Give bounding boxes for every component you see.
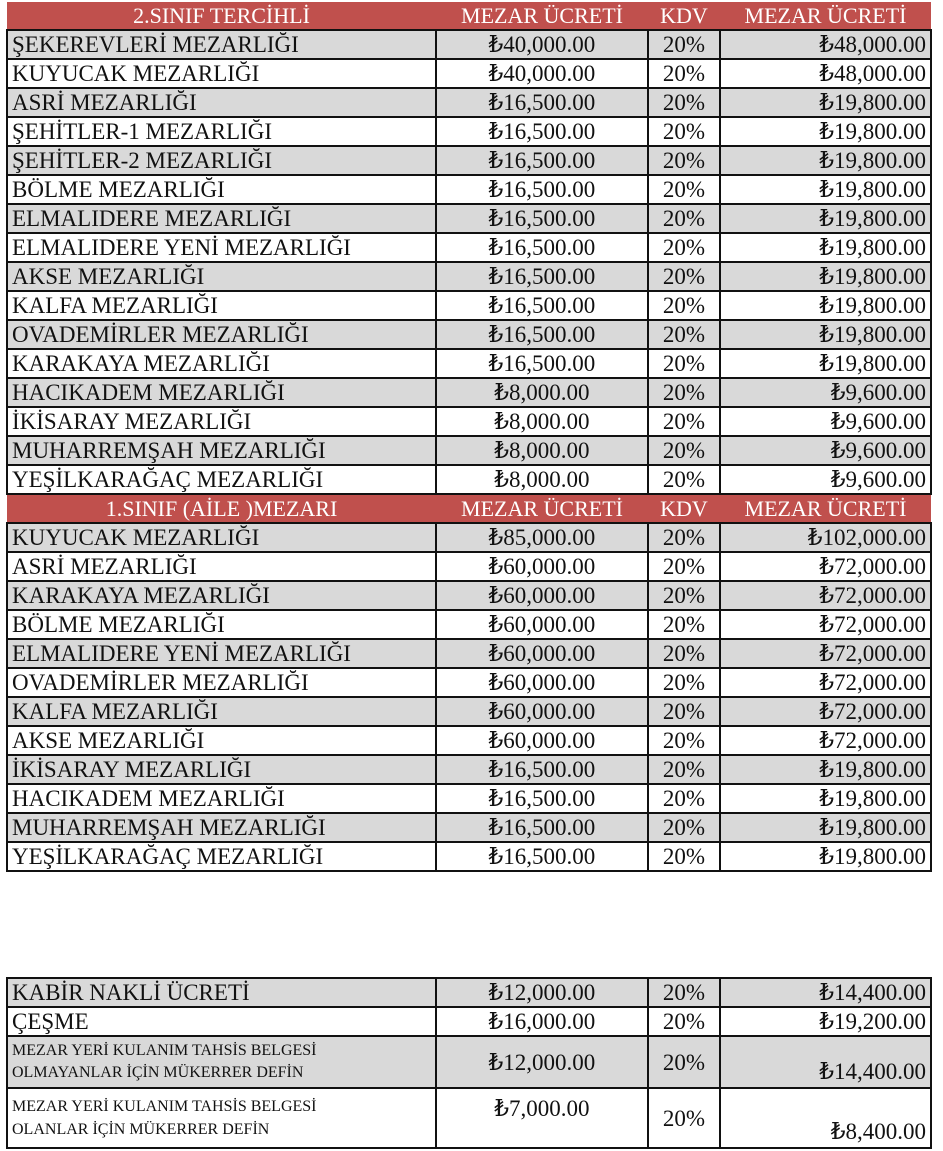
- row-total: ₺9,600.00: [720, 436, 931, 465]
- table-row: [7, 726, 931, 755]
- row-name: ÇEŞME: [7, 1007, 436, 1036]
- table-row: [7, 30, 931, 59]
- section-header-1-sinif: [7, 494, 931, 523]
- row-total: ₺19,800.00: [720, 233, 931, 262]
- row-name: ŞEKEREVLERİ MEZARLIĞI: [7, 30, 436, 59]
- table-row: [7, 1036, 931, 1088]
- row-kdv: 20%: [648, 668, 720, 697]
- row-name: KALFA MEZARLIĞI: [7, 697, 436, 726]
- table-row: [7, 639, 931, 668]
- row-name: KARAKAYA MEZARLIĞI: [7, 349, 436, 378]
- row-total: ₺14,400.00: [720, 978, 931, 1007]
- column-header-price: MEZAR ÜCRETİ: [436, 494, 648, 523]
- table-row: [7, 610, 931, 639]
- row-total: ₺72,000.00: [720, 581, 931, 610]
- row-total: ₺48,000.00: [720, 30, 931, 59]
- column-header-kdv: KDV: [648, 494, 720, 523]
- row-name-line2: OLANLAR İÇİN MÜKERRER DEFİN: [12, 1121, 270, 1138]
- row-total: ₺9,600.00: [720, 465, 931, 494]
- row-name: ELMALIDERE YENİ MEZARLIĞI: [7, 639, 436, 668]
- row-total: ₺102,000.00: [720, 523, 931, 552]
- table-row: [7, 349, 931, 378]
- table-row: [7, 813, 931, 842]
- price-table-extra: [6, 977, 932, 1149]
- row-total: ₺14,400.00: [720, 1036, 931, 1088]
- section-title: 2.SINIF TERCİHLİ: [7, 2, 436, 30]
- column-header-price: MEZAR ÜCRETİ: [436, 2, 648, 30]
- row-total: ₺19,800.00: [720, 320, 931, 349]
- row-total: ₺19,200.00: [720, 1007, 931, 1036]
- row-kdv: 20%: [648, 978, 720, 1007]
- column-header-total: MEZAR ÜCRETİ: [720, 2, 931, 30]
- row-name: ŞEHİTLER-1 MEZARLIĞI: [7, 117, 436, 146]
- row-name: KABİR NAKLİ ÜCRETİ: [7, 978, 436, 1007]
- row-kdv: 20%: [648, 639, 720, 668]
- table-row: [7, 291, 931, 320]
- row-price: ₺8,000.00: [436, 407, 648, 436]
- row-name: HACIKADEM MEZARLIĞI: [7, 378, 436, 407]
- row-kdv: 20%: [648, 407, 720, 436]
- row-price: ₺12,000.00: [436, 978, 648, 1007]
- row-total: ₺19,800.00: [720, 204, 931, 233]
- row-total: ₺72,000.00: [720, 552, 931, 581]
- row-total: ₺19,800.00: [720, 784, 931, 813]
- row-price: ₺40,000.00: [436, 30, 648, 59]
- row-name: ASRİ MEZARLIĞI: [7, 88, 436, 117]
- table-row: [7, 146, 931, 175]
- row-total: ₺19,800.00: [720, 88, 931, 117]
- row-total: ₺19,800.00: [720, 117, 931, 146]
- row-kdv: 20%: [648, 262, 720, 291]
- row-name: YEŞİLKARAĞAÇ MEZARLIĞI: [7, 842, 436, 871]
- table-row: [7, 523, 931, 552]
- row-kdv: 20%: [648, 784, 720, 813]
- row-kdv: 20%: [648, 726, 720, 755]
- row-price: ₺85,000.00: [436, 523, 648, 552]
- table-row: [7, 552, 931, 581]
- column-header-kdv: KDV: [648, 2, 720, 30]
- table-row: [7, 978, 931, 1007]
- row-name: İKİSARAY MEZARLIĞI: [7, 755, 436, 784]
- table-row: [7, 378, 931, 407]
- table-row: [7, 59, 931, 88]
- row-total: ₺19,800.00: [720, 175, 931, 204]
- row-price: ₺8,000.00: [436, 378, 648, 407]
- table-row: [7, 465, 931, 494]
- table-row: [7, 175, 931, 204]
- row-price: ₺16,500.00: [436, 146, 648, 175]
- row-kdv: 20%: [648, 30, 720, 59]
- row-kdv: 20%: [648, 117, 720, 146]
- row-price: ₺16,500.00: [436, 813, 648, 842]
- table-row: [7, 1088, 931, 1148]
- row-kdv: 20%: [648, 552, 720, 581]
- row-kdv: 20%: [648, 436, 720, 465]
- section-header-2-sinif: [7, 2, 931, 30]
- table-row: [7, 668, 931, 697]
- table-row: [7, 784, 931, 813]
- row-price: ₺40,000.00: [436, 59, 648, 88]
- row-name-line1: MEZAR YERİ KULANIM TAHSİS BELGESİ: [12, 1042, 317, 1059]
- row-price: ₺16,500.00: [436, 262, 648, 291]
- row-kdv: 20%: [648, 842, 720, 871]
- row-price: ₺16,500.00: [436, 349, 648, 378]
- row-price: ₺16,500.00: [436, 755, 648, 784]
- price-table-main: [6, 2, 932, 872]
- row-kdv: 20%: [648, 813, 720, 842]
- row-kdv: 20%: [648, 610, 720, 639]
- row-price: ₺16,500.00: [436, 291, 648, 320]
- row-total: ₺8,400.00: [720, 1088, 931, 1148]
- table-row: [7, 436, 931, 465]
- row-price: ₺7,000.00: [436, 1088, 648, 1148]
- row-kdv: 20%: [648, 378, 720, 407]
- row-price: ₺16,500.00: [436, 233, 648, 262]
- row-price: ₺16,500.00: [436, 204, 648, 233]
- row-kdv: 20%: [648, 581, 720, 610]
- row-price: ₺16,000.00: [436, 1007, 648, 1036]
- table-row: [7, 204, 931, 233]
- row-total: ₺72,000.00: [720, 610, 931, 639]
- row-total: ₺19,800.00: [720, 146, 931, 175]
- section-title: 1.SINIF (AİLE )MEZARI: [7, 494, 436, 523]
- row-price: ₺16,500.00: [436, 842, 648, 871]
- row-kdv: 20%: [648, 59, 720, 88]
- row-price: ₺16,500.00: [436, 117, 648, 146]
- row-price: ₺16,500.00: [436, 88, 648, 117]
- row-kdv: 20%: [648, 291, 720, 320]
- row-name: OVADEMİRLER MEZARLIĞI: [7, 320, 436, 349]
- row-kdv: 20%: [648, 1036, 720, 1088]
- row-total: ₺19,800.00: [720, 291, 931, 320]
- row-price: ₺8,000.00: [436, 436, 648, 465]
- table-row: [7, 262, 931, 291]
- row-price: ₺60,000.00: [436, 610, 648, 639]
- table-row: [7, 755, 931, 784]
- row-total: ₺48,000.00: [720, 59, 931, 88]
- row-kdv: 20%: [648, 349, 720, 378]
- table-row: [7, 697, 931, 726]
- row-kdv: 20%: [648, 523, 720, 552]
- row-name-line2: OLMAYANLAR İÇİN MÜKERRER DEFİN: [12, 1064, 304, 1081]
- row-kdv: 20%: [648, 204, 720, 233]
- row-price: ₺16,500.00: [436, 175, 648, 204]
- row-name: KARAKAYA MEZARLIĞI: [7, 581, 436, 610]
- row-price: ₺16,500.00: [436, 784, 648, 813]
- row-kdv: 20%: [648, 320, 720, 349]
- row-name: KALFA MEZARLIĞI: [7, 291, 436, 320]
- table-row: [7, 88, 931, 117]
- table-row: [7, 233, 931, 262]
- row-name: BÖLME MEZARLIĞI: [7, 175, 436, 204]
- row-total: ₺19,800.00: [720, 755, 931, 784]
- row-name: HACIKADEM MEZARLIĞI: [7, 784, 436, 813]
- row-name: MUHARREMŞAH MEZARLIĞI: [7, 813, 436, 842]
- row-price: ₺60,000.00: [436, 581, 648, 610]
- table-row: [7, 1007, 931, 1036]
- row-kdv: 20%: [648, 233, 720, 262]
- row-total: ₺19,800.00: [720, 813, 931, 842]
- row-name: AKSE MEZARLIĞI: [7, 726, 436, 755]
- row-name: ELMALIDERE YENİ MEZARLIĞI: [7, 233, 436, 262]
- row-total: ₺9,600.00: [720, 378, 931, 407]
- row-name: KUYUCAK MEZARLIĞI: [7, 523, 436, 552]
- row-total: ₺19,800.00: [720, 349, 931, 378]
- table-row: [7, 407, 931, 436]
- row-name: OVADEMİRLER MEZARLIĞI: [7, 668, 436, 697]
- row-total: ₺19,800.00: [720, 262, 931, 291]
- row-price: ₺60,000.00: [436, 639, 648, 668]
- row-name: KUYUCAK MEZARLIĞI: [7, 59, 436, 88]
- row-price: ₺60,000.00: [436, 552, 648, 581]
- row-name: İKİSARAY MEZARLIĞI: [7, 407, 436, 436]
- row-total: ₺72,000.00: [720, 726, 931, 755]
- row-price: ₺16,500.00: [436, 320, 648, 349]
- row-name: AKSE MEZARLIĞI: [7, 262, 436, 291]
- row-kdv: 20%: [648, 1007, 720, 1036]
- row-name: [7, 1036, 436, 1088]
- row-name: YEŞİLKARAĞAÇ MEZARLIĞI: [7, 465, 436, 494]
- table-row: [7, 581, 931, 610]
- row-price: ₺60,000.00: [436, 697, 648, 726]
- table-row: [7, 320, 931, 349]
- row-price: ₺60,000.00: [436, 726, 648, 755]
- row-kdv: 20%: [648, 175, 720, 204]
- row-kdv: 20%: [648, 1088, 720, 1148]
- row-price: ₺8,000.00: [436, 465, 648, 494]
- row-kdv: 20%: [648, 465, 720, 494]
- row-total: ₺72,000.00: [720, 697, 931, 726]
- row-total: ₺72,000.00: [720, 668, 931, 697]
- row-name-line1: MEZAR YERİ KULANIM TAHSİS BELGESİ: [12, 1098, 317, 1115]
- row-price: ₺12,000.00: [436, 1036, 648, 1088]
- row-name: ASRİ MEZARLIĞI: [7, 552, 436, 581]
- row-kdv: 20%: [648, 88, 720, 117]
- row-price: ₺60,000.00: [436, 668, 648, 697]
- row-name: ELMALIDERE MEZARLIĞI: [7, 204, 436, 233]
- row-name: MUHARREMŞAH MEZARLIĞI: [7, 436, 436, 465]
- row-name: BÖLME MEZARLIĞI: [7, 610, 436, 639]
- row-kdv: 20%: [648, 755, 720, 784]
- row-kdv: 20%: [648, 697, 720, 726]
- row-name: ŞEHİTLER-2 MEZARLIĞI: [7, 146, 436, 175]
- row-total: ₺72,000.00: [720, 639, 931, 668]
- row-kdv: 20%: [648, 146, 720, 175]
- row-total: ₺9,600.00: [720, 407, 931, 436]
- column-header-total: MEZAR ÜCRETİ: [720, 494, 931, 523]
- row-name: [7, 1088, 436, 1148]
- table-row: [7, 842, 931, 871]
- row-total: ₺19,800.00: [720, 842, 931, 871]
- table-row: [7, 117, 931, 146]
